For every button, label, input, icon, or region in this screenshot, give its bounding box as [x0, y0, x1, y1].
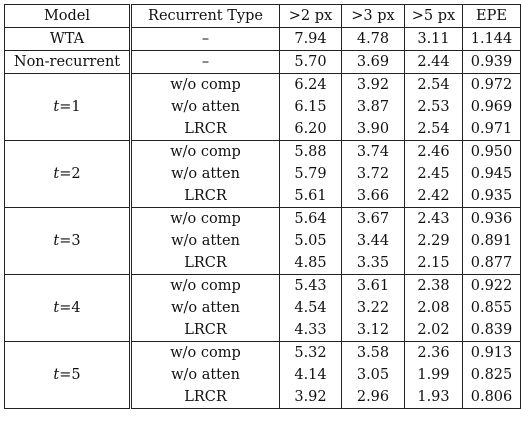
gt2px-cell: 6.20 — [280, 118, 342, 141]
table-row — [5, 141, 521, 164]
gt2px-cell: 5.88 — [280, 141, 342, 164]
model-t-cell — [5, 74, 131, 141]
gt3px-cell: 3.66 — [342, 185, 405, 208]
recurrent-type-cell: LRCR — [131, 118, 280, 141]
gt2px-cell: 4.85 — [280, 252, 342, 275]
recurrent-type-cell: – — [131, 51, 280, 74]
gt3px-cell: 3.87 — [342, 96, 405, 118]
gt5px-cell: 2.43 — [405, 208, 463, 231]
gt3px-cell: 3.67 — [342, 208, 405, 231]
gt2px-cell: 6.24 — [280, 74, 342, 97]
gt3px-cell: 3.69 — [342, 51, 405, 74]
epe-cell: 0.877 — [463, 252, 521, 275]
gt3px-cell: 3.44 — [342, 230, 405, 252]
epe-cell: 0.806 — [463, 386, 521, 409]
epe-cell: 0.972 — [463, 74, 521, 97]
gt3px-cell: 3.92 — [342, 74, 405, 97]
gt3px-cell: 3.05 — [342, 364, 405, 386]
results-table — [4, 4, 521, 409]
gt5px-cell: 2.29 — [405, 230, 463, 252]
gt2px-cell: 5.61 — [280, 185, 342, 208]
gt2px-cell: 5.64 — [280, 208, 342, 231]
gt3px-cell: 3.22 — [342, 297, 405, 319]
gt2px-cell: 5.43 — [280, 275, 342, 298]
gt3px-cell: 2.96 — [342, 386, 405, 409]
t-label: t= — [53, 233, 72, 249]
model-t-cell — [5, 208, 131, 275]
epe-cell: 0.936 — [463, 208, 521, 231]
recurrent-type-cell: w/o comp — [131, 275, 280, 298]
epe-cell: 0.855 — [463, 297, 521, 319]
epe-cell: 0.839 — [463, 319, 521, 342]
table-row — [5, 28, 521, 51]
header-gt3px: >3 px — [342, 5, 405, 28]
model-cell: WTA — [5, 28, 131, 51]
gt3px-cell: 3.72 — [342, 163, 405, 185]
recurrent-type-cell: w/o atten — [131, 163, 280, 185]
recurrent-type-cell: LRCR — [131, 386, 280, 409]
gt5px-cell: 1.99 — [405, 364, 463, 386]
recurrent-type-cell: w/o atten — [131, 230, 280, 252]
recurrent-type-cell: w/o atten — [131, 364, 280, 386]
epe-cell: 0.922 — [463, 275, 521, 298]
gt2px-cell: 5.70 — [280, 51, 342, 74]
epe-cell: 0.939 — [463, 51, 521, 74]
model-t-cell — [5, 275, 131, 342]
gt5px-cell: 2.45 — [405, 163, 463, 185]
header-recurrent-type: Recurrent Type — [131, 5, 280, 28]
epe-cell: 1.144 — [463, 28, 521, 51]
gt3px-cell: 3.58 — [342, 342, 405, 365]
header-gt5px: >5 px — [405, 5, 463, 28]
t-label: t= — [53, 300, 72, 316]
gt5px-cell: 2.46 — [405, 141, 463, 164]
gt5px-cell: 2.02 — [405, 319, 463, 342]
table-row — [5, 275, 521, 298]
gt5px-cell: 2.15 — [405, 252, 463, 275]
header-gt2px: >2 px — [280, 5, 342, 28]
t-value: 5 — [71, 367, 81, 383]
recurrent-type-cell: w/o comp — [131, 342, 280, 365]
gt5px-cell: 2.36 — [405, 342, 463, 365]
recurrent-type-cell: LRCR — [131, 252, 280, 275]
gt5px-cell: 2.42 — [405, 185, 463, 208]
header-model: Model — [5, 5, 131, 28]
gt3px-cell: 3.61 — [342, 275, 405, 298]
gt2px-cell: 4.14 — [280, 364, 342, 386]
gt5px-cell: 2.54 — [405, 118, 463, 141]
gt3px-cell: 4.78 — [342, 28, 405, 51]
epe-cell: 0.945 — [463, 163, 521, 185]
gt5px-cell: 1.93 — [405, 386, 463, 409]
gt3px-cell: 3.74 — [342, 141, 405, 164]
table-body — [5, 28, 521, 409]
t-value: 2 — [71, 166, 81, 182]
header-row — [5, 5, 521, 28]
gt2px-cell: 5.79 — [280, 163, 342, 185]
gt5px-cell: 3.11 — [405, 28, 463, 51]
t-value: 1 — [71, 99, 81, 115]
gt2px-cell: 5.05 — [280, 230, 342, 252]
model-t-cell — [5, 342, 131, 409]
epe-cell: 0.913 — [463, 342, 521, 365]
recurrent-type-cell: LRCR — [131, 319, 280, 342]
gt2px-cell: 6.15 — [280, 96, 342, 118]
gt2px-cell: 5.32 — [280, 342, 342, 365]
recurrent-type-cell: LRCR — [131, 185, 280, 208]
table-row — [5, 342, 521, 365]
recurrent-type-cell: w/o comp — [131, 208, 280, 231]
recurrent-type-cell: – — [131, 28, 280, 51]
gt5px-cell: 2.54 — [405, 74, 463, 97]
recurrent-type-cell: w/o atten — [131, 96, 280, 118]
gt3px-cell: 3.12 — [342, 319, 405, 342]
gt5px-cell: 2.38 — [405, 275, 463, 298]
model-cell: Non-recurrent — [5, 51, 131, 74]
table-row — [5, 51, 521, 74]
t-label: t= — [53, 99, 72, 115]
epe-cell: 0.935 — [463, 185, 521, 208]
table-row — [5, 208, 521, 231]
t-value: 3 — [71, 233, 81, 249]
epe-cell: 0.950 — [463, 141, 521, 164]
model-t-cell — [5, 141, 131, 208]
gt2px-cell: 4.33 — [280, 319, 342, 342]
gt3px-cell: 3.90 — [342, 118, 405, 141]
epe-cell: 0.891 — [463, 230, 521, 252]
header-epe: EPE — [463, 5, 521, 28]
t-label: t= — [53, 367, 72, 383]
gt2px-cell: 3.92 — [280, 386, 342, 409]
t-label: t= — [53, 166, 72, 182]
gt5px-cell: 2.08 — [405, 297, 463, 319]
gt2px-cell: 7.94 — [280, 28, 342, 51]
epe-cell: 0.969 — [463, 96, 521, 118]
gt5px-cell: 2.44 — [405, 51, 463, 74]
gt2px-cell: 4.54 — [280, 297, 342, 319]
gt5px-cell: 2.53 — [405, 96, 463, 118]
table-row — [5, 74, 521, 97]
recurrent-type-cell: w/o comp — [131, 74, 280, 97]
epe-cell: 0.971 — [463, 118, 521, 141]
gt3px-cell: 3.35 — [342, 252, 405, 275]
recurrent-type-cell: w/o atten — [131, 297, 280, 319]
recurrent-type-cell: w/o comp — [131, 141, 280, 164]
t-value: 4 — [71, 300, 81, 316]
epe-cell: 0.825 — [463, 364, 521, 386]
